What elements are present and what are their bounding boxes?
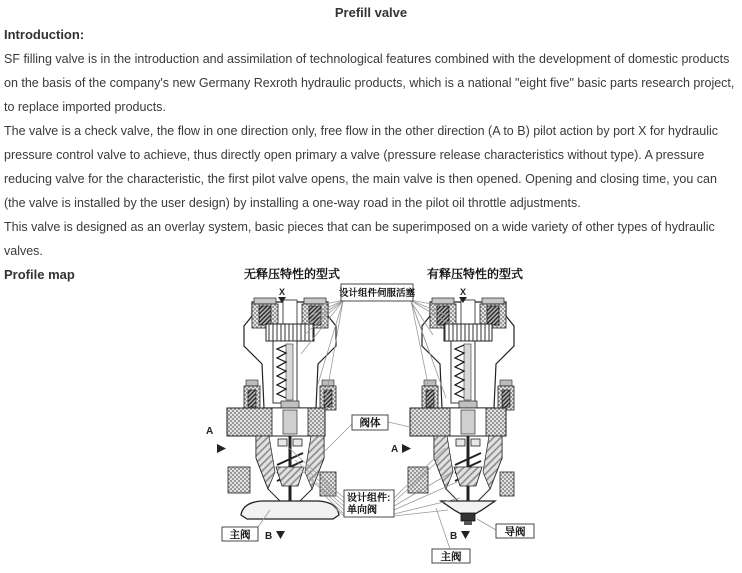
right-side-bolt-core-r (502, 390, 510, 407)
profile-map-diagram (0, 258, 742, 573)
check-valve-label-line2: 单向阀 (347, 505, 377, 516)
right-main-valve-funnel (441, 501, 495, 514)
page-title: Prefill valve (334, 5, 408, 20)
right-side-bolt-core-l (426, 390, 434, 407)
left-side-bolt-core-r (324, 390, 332, 407)
right-retainer-l (456, 439, 465, 446)
valve-body-leader-l (324, 424, 352, 452)
right-pilot-valve-nub (461, 513, 475, 521)
left-side-bolt-core-l (248, 390, 256, 407)
right-center-rod (464, 344, 471, 400)
right-retainer-r (471, 439, 480, 446)
left-side-bolt-head-l (246, 380, 258, 386)
right-valve-title: 有释压特性的型式 (426, 267, 524, 281)
left-top-cap-r (304, 298, 326, 304)
intro-paragraph-1: SF filling valve is in the introduction and assimilation of technological features combined with the development of domestic products on the basis of the company's new Germany Rexroth hydraulic products, which is a national "eight five" basic parts research project, to replace imported products. (4, 52, 735, 114)
right-port-x-label: X (460, 287, 467, 297)
left-center-rod (286, 344, 293, 400)
profile-map-heading: Profile map (4, 267, 75, 282)
left-retainer-r (293, 439, 302, 446)
right-side-bolt-head-r (500, 380, 512, 386)
left-port-b-arrow-icon (276, 531, 285, 539)
right-port-b-arrow-icon (461, 531, 470, 539)
left-retainer-l (278, 439, 287, 446)
valve-body-leader-r (388, 422, 410, 427)
right-valve-drawing (391, 266, 534, 563)
intro-heading: Introduction: (4, 27, 85, 42)
left-b-port-block (228, 467, 250, 493)
right-side-bolt-head-l (424, 380, 436, 386)
right-x-port-channel (461, 300, 475, 324)
check-valve-label-line1: 设计组件: (347, 493, 391, 504)
left-bolt-core-l (259, 306, 271, 325)
right-pilot-valve-tip (464, 521, 472, 525)
intro-paragraph-2: The valve is a check valve, the flow in one direction only, free flow in the other direction (A to B) pilot action by port X for hydraulic pressure control valve to achieve, thus directly open primary a valve (pressure release characteristics without type). A pressure reducing valve for the characteristic, the first pilot valve opens, the main valve is then opened. Opening and closing time, you can (the valve is installed by the user design) by installing a one-way road in the pilot oil throttle adjustments. (4, 124, 719, 210)
servo-leader-r6 (411, 301, 428, 384)
left-valve-drawing (206, 266, 340, 542)
intro-paragraph-3: This valve is designed as an overlay system, basic pieces that can be superimposed on a wide variety of other types of hydraulic valves. (4, 220, 715, 258)
right-port-a-arrow-icon (402, 444, 411, 453)
check-leader-r6 (394, 510, 448, 516)
left-port-x-label: X (279, 287, 286, 297)
left-valve-title: 无释压特性的型式 (243, 267, 341, 281)
right-servo-piston (444, 324, 492, 341)
right-top-cap-l (432, 298, 454, 304)
left-top-cap-l (254, 298, 276, 304)
left-port-a-label: A (206, 426, 214, 437)
right-top-cap-r (482, 298, 504, 304)
pilot-valve-label: 导阀 (504, 526, 526, 538)
right-bolt-core-r (487, 306, 499, 325)
right-port-b-label: B (450, 531, 458, 542)
left-main-valve-disc (241, 501, 339, 519)
left-port-a-arrow-icon (217, 444, 226, 453)
right-main-valve-leader (436, 508, 450, 549)
servo-piston-label: 设计组件伺服活塞 (338, 288, 416, 299)
left-port-b-label: B (265, 531, 273, 542)
right-port-a-label: A (391, 444, 399, 455)
left-x-port-channel (283, 300, 297, 324)
pilot-valve-leader (477, 519, 496, 530)
valve-body-label: 阀体 (359, 417, 381, 429)
check-leader-r2 (394, 460, 439, 502)
left-main-valve-label: 主阀 (229, 529, 251, 541)
right-lower-block-r (500, 472, 514, 496)
right-main-valve-label: 主阀 (440, 551, 462, 563)
left-flange-stem (283, 410, 297, 434)
right-flange-stem (461, 410, 475, 434)
